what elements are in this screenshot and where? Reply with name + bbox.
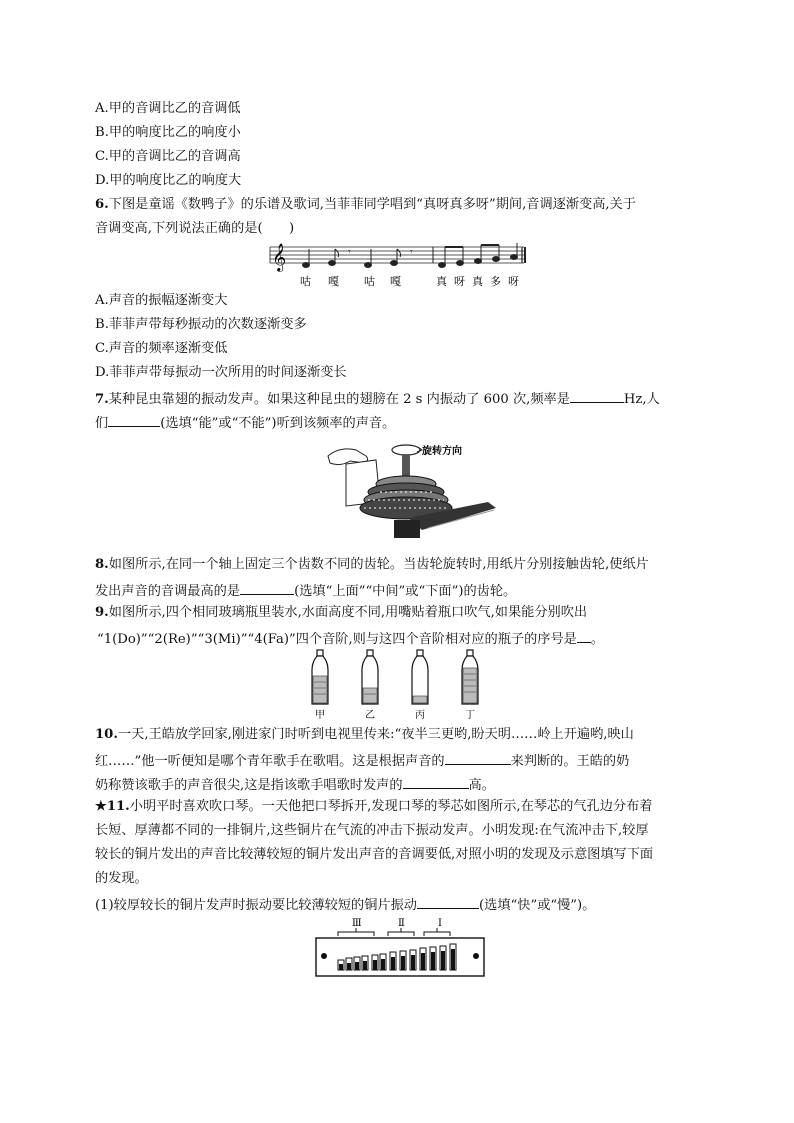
q5-option-b: B.甲的响度比乙的响度小 bbox=[95, 125, 241, 140]
q9-line2 bbox=[97, 628, 604, 649]
q10-blank-pitch[interactable] bbox=[403, 774, 469, 789]
q5-option-c: C.甲的音调比乙的音调高 bbox=[95, 149, 241, 164]
q10-text: 奶称赞该歌手的声音很尖,这是指该歌手唱歌时发声的 bbox=[95, 778, 403, 793]
q6-option-c: C.声音的频率逐渐变低 bbox=[95, 341, 228, 356]
q11-line4: 的发现。 bbox=[95, 871, 148, 886]
q7-line2 bbox=[95, 412, 395, 433]
q5-option-d: D.甲的响度比乙的响度大 bbox=[95, 173, 242, 188]
q9-text: “1(Do)”“2(Re)”“3(Mi)”“4(Fa)”四个音阶,则与这四个音阶相对应的瓶子的序号是 bbox=[97, 632, 577, 647]
q7-blank-frequency[interactable] bbox=[570, 388, 624, 403]
lyric: 真 bbox=[472, 275, 483, 288]
q6-stem-line1 bbox=[95, 196, 636, 214]
q10-line1 bbox=[95, 726, 634, 744]
q7-text: Hz,人 bbox=[623, 392, 660, 407]
q6-stem-line2: 音调变高,下列说法正确的是( ) bbox=[95, 221, 295, 236]
q10-text: 高。 bbox=[468, 778, 495, 793]
q7-text: 某种昆虫靠翅的振动发声。如果这种昆虫的翅膀在 2 s 内振动了 600 次,频率是 bbox=[108, 392, 570, 407]
svg-text:𝄾: 𝄾 bbox=[410, 247, 413, 258]
q11-text: (选填“快”或“慢”)。 bbox=[479, 898, 596, 913]
lyric: 呀 bbox=[454, 275, 465, 288]
gear-wheel-figure bbox=[318, 436, 504, 542]
lyric: 真 bbox=[436, 275, 447, 288]
rotation-direction-label: 旋转方向 bbox=[422, 446, 462, 457]
q11-blank[interactable] bbox=[417, 894, 479, 909]
q7-text: 们 bbox=[95, 416, 109, 431]
bottle-label: 丁 bbox=[465, 710, 475, 721]
treble-clef-icon: 𝄞 bbox=[272, 243, 287, 271]
q9-blank[interactable] bbox=[577, 628, 591, 643]
q8-number: 8. bbox=[95, 557, 109, 572]
q8-text: 发出声音的音调最高的是 bbox=[95, 584, 241, 599]
q11-line3: 较长的铜片发出的声音比较薄较短的铜片发出声音的音调要低,对照小明的发现及示意图填写下面 bbox=[95, 847, 654, 862]
q11-text: (1)较厚较长的铜片发声时振动要比较薄较短的铜片振动 bbox=[95, 898, 417, 913]
q9-text: 如图所示,四个相同玻璃瓶里装水,水面高度不同,用嘴贴着瓶口吹气,如果能分别吹出 bbox=[108, 605, 588, 620]
q8-blank[interactable] bbox=[240, 580, 294, 595]
q6-option-d: D.菲菲声带每振动一次所用的时间逐渐变长 bbox=[95, 365, 347, 380]
q11-line2: 长短、厚薄都不同的一排铜片,这些铜片在气流的冲击下振动发声。小明发现:在气流冲击下,较厚 bbox=[95, 823, 649, 838]
q8-text: 如图所示,在同一个轴上固定三个齿数不同的齿轮。当齿轮旋转时,用纸片分别接触齿轮,使纸片 bbox=[108, 557, 649, 572]
q8-line2 bbox=[95, 580, 516, 601]
group-label-ii: Ⅱ bbox=[398, 918, 405, 929]
q8-text: (选填“上面”“中间”或“下面”)的齿轮。 bbox=[294, 584, 517, 599]
harmonica-reed-figure bbox=[314, 916, 488, 980]
lyric: 咕 bbox=[364, 275, 375, 288]
q9-number: 9. bbox=[95, 605, 109, 620]
q9-line1 bbox=[95, 604, 587, 622]
lyric: 嘎 bbox=[328, 275, 339, 288]
q10-text: 来判断的。王皓的奶 bbox=[510, 754, 630, 769]
q6-number: 6. bbox=[95, 197, 109, 212]
lyric: 多 bbox=[490, 275, 501, 288]
q11-text: 小明平时喜欢吹口琴。一天他把口琴拆开,发现口琴的琴芯如图所示,在琴芯的气孔边分布着 bbox=[129, 799, 653, 814]
q6-stem-text: 下图是童谣《数鸭子》的乐谱及歌词,当菲菲同学唱到“真呀真多呀”期间,音调逐渐变高,关于 bbox=[108, 197, 636, 212]
q6-option-a: A.声音的振幅逐渐变大 bbox=[95, 293, 228, 308]
q9-text: 。 bbox=[590, 632, 605, 647]
q10-text: 红……”他一听便知是哪个青年歌手在歌唱。这是根据声音的 bbox=[95, 754, 445, 769]
q6-option-b: B.菲菲声带每秒振动的次数逐渐变多 bbox=[95, 317, 307, 332]
bottle-label: 乙 bbox=[365, 710, 375, 721]
q7-blank-audible[interactable] bbox=[108, 412, 160, 427]
water-bottles-figure bbox=[304, 648, 494, 722]
q10-blank-timbre[interactable] bbox=[445, 750, 511, 765]
q11-line1 bbox=[95, 798, 652, 816]
q11-sub1 bbox=[95, 894, 595, 915]
q10-line3 bbox=[95, 774, 495, 795]
bottle-label: 甲 bbox=[315, 710, 325, 721]
q11-number: ★11. bbox=[95, 799, 130, 814]
q10-text: 一天,王皓放学回家,刚进家门时听到电视里传来:“夜半三更哟,盼天明……岭上开遍哟,映山 bbox=[117, 727, 634, 742]
group-label-i: Ⅰ bbox=[438, 918, 442, 929]
lyric: 呀 bbox=[508, 275, 519, 288]
music-score-figure bbox=[268, 243, 530, 293]
lyric: 咕 bbox=[300, 275, 311, 288]
q7-text: (选填“能”或“不能”)听到该频率的声音。 bbox=[160, 416, 396, 431]
bottle-label: 丙 bbox=[415, 710, 425, 721]
q10-number: 10. bbox=[95, 727, 118, 742]
q5-option-a: A.甲的音调比乙的音调低 bbox=[95, 101, 241, 116]
group-label-iii: Ⅲ bbox=[352, 918, 362, 929]
q7-number: 7. bbox=[95, 392, 109, 407]
svg-text:𝄾: 𝄾 bbox=[348, 247, 351, 258]
lyric: 嘎 bbox=[390, 275, 401, 288]
q8-line1 bbox=[95, 556, 649, 574]
q7-line1 bbox=[95, 388, 660, 409]
q10-line2 bbox=[95, 750, 629, 771]
